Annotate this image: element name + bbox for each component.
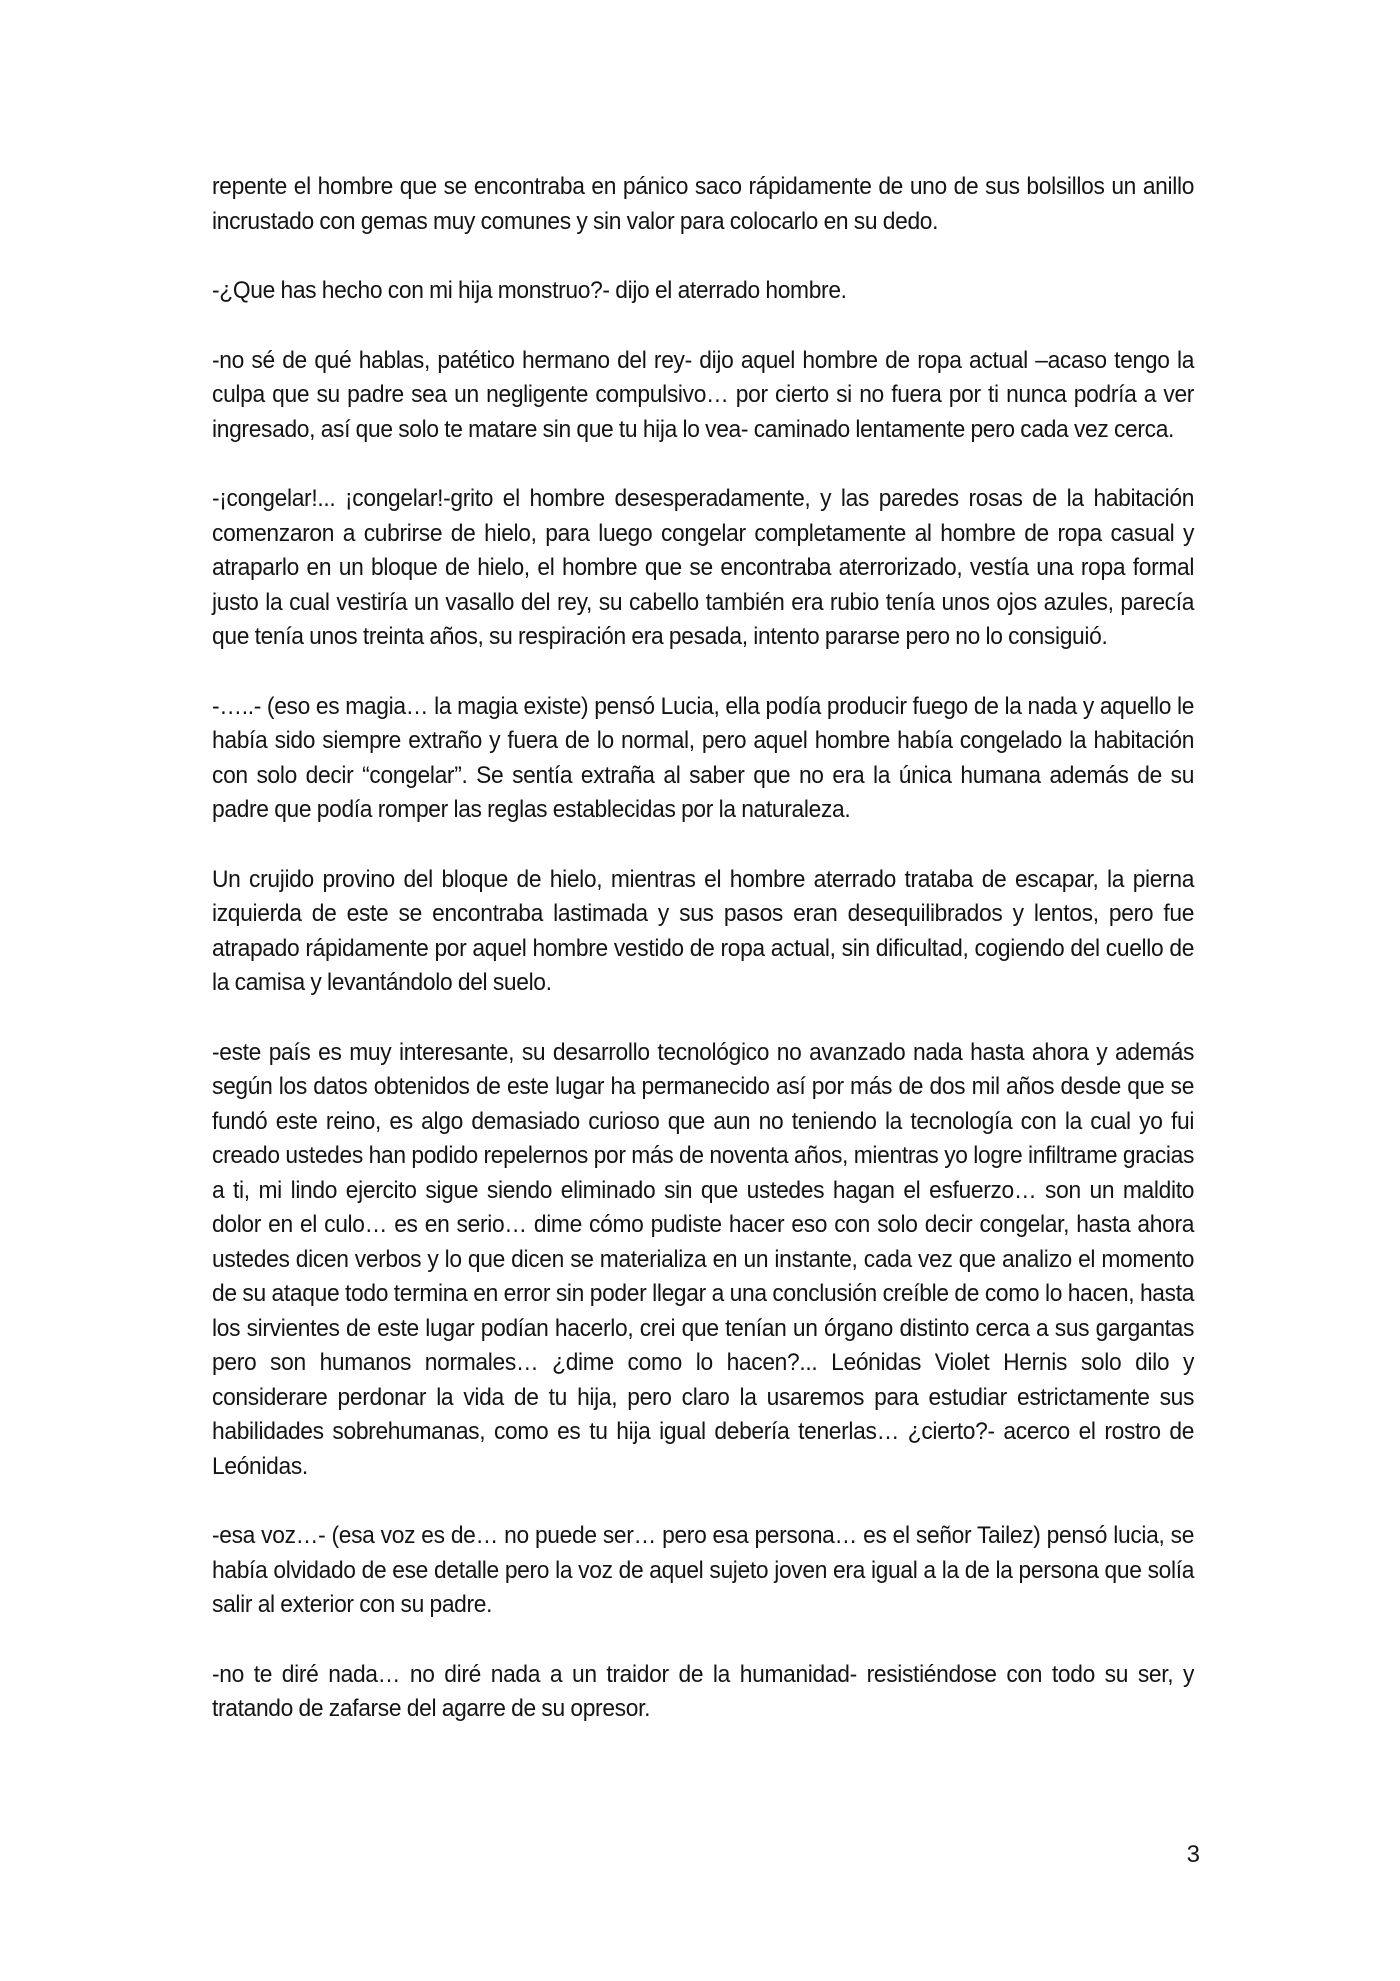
paragraph: -no sé de qué hablas, patético hermano del rey- dijo aquel hombre de ropa actual –acaso tengo la culpa que su padre sea un negligente compulsivo… por cierto si no fuera por ti nunca podría a ver ingresado, así que solo te matare sin que tu hija lo vea- caminado lentamente pero cada vez cerca. xyxy=(212,346,1195,443)
paragraph: repente el hombre que se encontraba en pánico saco rápidamente de uno de sus bolsillos un anillo incrustado con gemas muy comunes y sin valor para colocarlo en su dedo. xyxy=(212,173,1195,235)
paragraph: -¡congelar!... ¡congelar!-grito el hombre desesperadamente, y las paredes rosas de la habitación comenzaron a cubrirse de hielo, para luego congelar completamente al hombre de ropa casual y atraparlo en un bloque de hielo, el hombre que se encontraba aterrorizado, vestía una ropa formal justo la cual vestiría un vasallo del rey, su cabello también era rubio tenía unos ojos azules, parecía que tenía unos treinta años, su respiración era pesada, intento pararse pero no lo consiguió. xyxy=(212,485,1195,650)
paragraph: -¿Que has hecho con mi hija monstruo?- dijo el aterrado hombre. xyxy=(212,277,847,304)
paragraph: -no te diré nada… no diré nada a un traidor de la humanidad- resistiéndose con todo su ser, y tratando de zafarse del agarre de su opresor. xyxy=(212,1660,1195,1722)
paragraph: -esa voz…- (esa voz es de… no puede ser… pero esa persona… es el señor Tailez) pensó lucia, se había olvidado de ese detalle pero la voz de aquel sujeto joven era igual a la de la persona que solía salir al exterior con su padre. xyxy=(212,1522,1195,1618)
document-body xyxy=(212,170,1194,1762)
paragraph: -este país es muy interesante, su desarrollo tecnológico no avanzado nada hasta ahora y además según los datos obtenidos de este lugar ha permanecido así por más de dos mil años desde que se fundó este reino, es algo demasiado curioso que aun no teniendo la tecnología con la cual yo fui creado ustedes han podido repelernos por más de noventa años, mientras yo logre infiltrame gracias a ti, mi lindo ejercito sigue siendo eliminado sin que ustedes hagan el esfuerzo… son un maldito dolor en el culo… es en serio… dime cómo pudiste hacer eso con solo decir congelar, hasta ahora ustedes dicen verbos y lo que dicen se materializa en un instante, cada vez que analizo el momento de su ataque todo termina en error sin poder llegar a una conclusión creíble de como lo hacen, hasta los sirvientes de este lugar podían hacerlo, crei que tenían un órgano distinto cerca a sus gargantas pero son humanos normales… ¿dime como lo hacen?... Leónidas Violet Hernis solo dilo y considerare perdonar la vida de tu hija, pero claro la usaremos para estudiar estrictamente sus habilidades sobrehumanas, como es tu hija igual debería tenerlas… ¿cierto?- acerco el rostro de Leónidas. xyxy=(212,1038,1195,1480)
paragraph: -…..- (eso es magia… la magia existe) pensó Lucia, ella podía producir fuego de la nada y aquello le había sido siempre extraño y fuera de lo normal, pero aquel hombre había congelado la habitación con solo decir “congelar”. Se sentía extraña al saber que no era la única humana además de su padre que podía romper las reglas establecidas por la naturaleza. xyxy=(212,692,1195,823)
paragraph: Un crujido provino del bloque de hielo, mientras el hombre aterrado trataba de escapar, la pierna izquierda de este se encontraba lastimada y sus pasos eran desequilibrados y lentos, pero fue atrapado rápidamente por aquel hombre vestido de ropa actual, sin dificultad, cogiendo del cuello de la camisa y levantándolo del suelo. xyxy=(212,865,1195,996)
page-number: 3 xyxy=(1186,1841,1200,1868)
